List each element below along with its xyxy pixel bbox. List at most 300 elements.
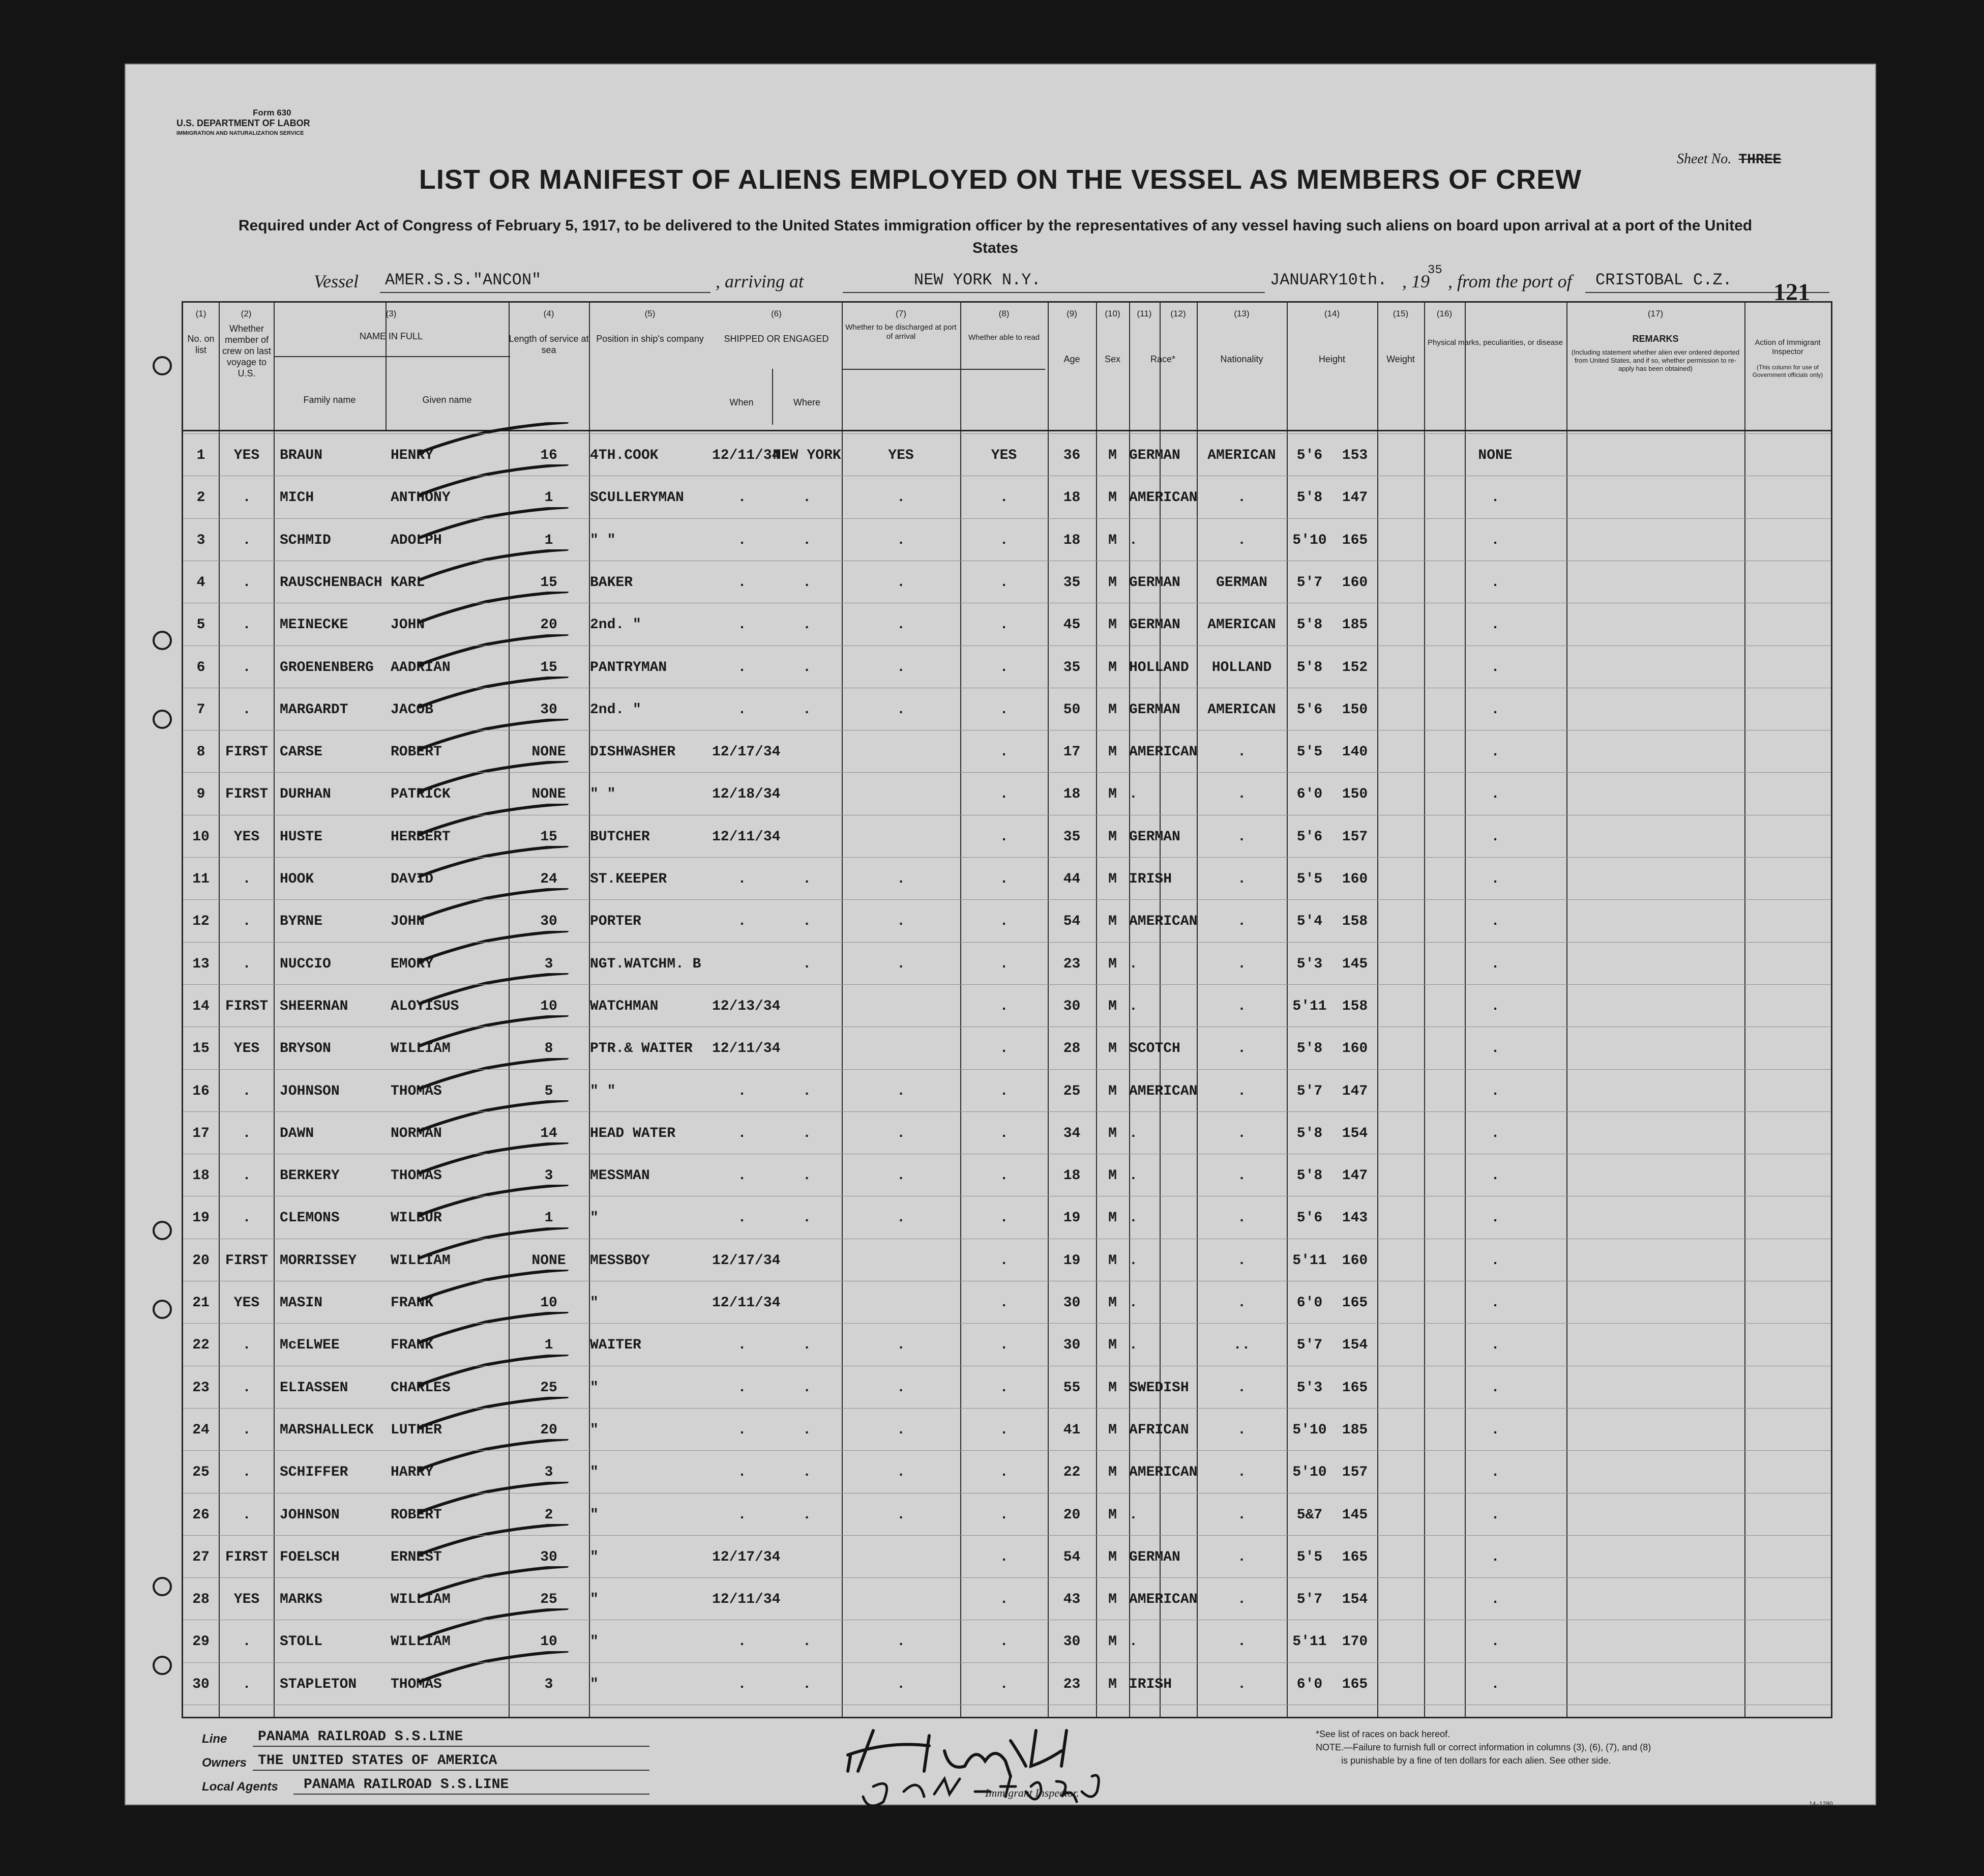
service-length-cell: 15 (540, 574, 557, 591)
ship-position-cell: BAKER (590, 574, 633, 591)
manifest-title: LIST OR MANIFEST OF ALIENS EMPLOYED ON THE VESSEL AS MEMBERS OF CREW (419, 164, 1582, 195)
col-remarks-note: (Including statement whether alien ever ordered deported from United States, and if so, whether permission to re-apply has been obtained) (1571, 348, 1740, 372)
height-cell: 5'10 (1292, 1422, 1327, 1438)
line-label: Line (202, 1732, 227, 1746)
nationality-cell: . (1237, 829, 1246, 845)
physical-marks-cell: . (1491, 1041, 1500, 1057)
shipped-where-cell: . (803, 1210, 811, 1226)
age-cell: 45 (1063, 617, 1081, 633)
tally-check-mark (414, 422, 572, 458)
tally-check-mark (414, 804, 572, 839)
given-name-cell: JOHN (391, 914, 425, 930)
crew-status-cell: . (242, 1676, 251, 1692)
vessel-line (314, 263, 1840, 301)
shipped-when-cell: . (737, 532, 747, 548)
col-8-number: (8) (998, 309, 1010, 318)
given-name-cell: ROBERT (391, 1507, 442, 1523)
weight-cell: 153 (1342, 448, 1368, 463)
shipped-when-cell: . (737, 1380, 747, 1396)
crew-status-cell: . (242, 617, 251, 633)
tally-check-mark (414, 761, 572, 797)
shipped-where-cell: . (803, 659, 811, 676)
able-to-read-cell: . (999, 1210, 1009, 1226)
sex-cell: M (1108, 871, 1117, 887)
ship-position-cell: SCULLERYMAN (590, 490, 684, 506)
crew-status-cell: YES (233, 1041, 260, 1057)
able-to-read-cell: . (999, 956, 1009, 972)
service-length-cell: 16 (540, 448, 557, 463)
race-cell: AMERICAN (1129, 1464, 1198, 1481)
discharged-cell: . (897, 1464, 905, 1481)
race-cell: IRISH (1129, 871, 1172, 887)
physical-marks-cell: . (1491, 1507, 1500, 1523)
height-cell: 5'7 (1296, 1337, 1323, 1354)
age-cell: 30 (1063, 1337, 1081, 1354)
physical-marks-cell: . (1491, 1676, 1500, 1692)
weight-cell: 147 (1342, 1083, 1368, 1099)
weight-cell: 140 (1342, 744, 1368, 760)
physical-marks-cell: . (1491, 1210, 1500, 1226)
discharged-cell: . (897, 1337, 905, 1354)
row-number-cell: 21 (192, 1295, 210, 1311)
sex-cell: M (1108, 1252, 1117, 1269)
shipped-when-cell: . (737, 1210, 747, 1226)
given-name-cell: FRANK (391, 1337, 434, 1354)
col-when-label: When (729, 397, 754, 407)
manifest-subtitle: Required under Act of Congress of February 5, 1917, to be delivered to the United States immigration officer by the representatives of any vessel having such aliens on board upon arrival at a port of the United States (238, 217, 1753, 256)
service-length-cell: 10 (540, 1295, 557, 1311)
physical-marks-cell: . (1491, 1464, 1500, 1481)
shipped-when-cell: 12/13/34 (712, 998, 781, 1014)
ship-position-cell: WATCHMAN (590, 998, 659, 1014)
discharged-cell: . (897, 956, 905, 972)
nationality-cell: . (1237, 914, 1246, 930)
service-length-cell: 20 (540, 1422, 557, 1438)
shipped-where-cell: . (803, 1125, 811, 1141)
weight-cell: 145 (1342, 956, 1368, 972)
col-6-number: (6) (771, 309, 782, 318)
tally-check-mark (414, 1058, 572, 1094)
shipped-when-cell: . (737, 1507, 747, 1523)
shipped-when-cell: . (737, 1168, 747, 1184)
form-number: Form 630 (253, 108, 291, 118)
discharged-cell: . (897, 574, 905, 591)
family-name-cell: SHEERNAN (280, 998, 348, 1014)
physical-marks-cell: . (1491, 1083, 1500, 1099)
binder-hole (153, 356, 172, 375)
ship-position-cell: MESSBOY (590, 1252, 650, 1269)
tally-check-mark (414, 931, 572, 966)
shipped-when-cell: . (737, 1422, 747, 1438)
tally-check-mark (414, 1100, 572, 1136)
age-cell: 30 (1063, 998, 1081, 1014)
discharged-cell: . (897, 1210, 905, 1226)
tally-check-mark (414, 719, 572, 754)
service-length-cell: 15 (540, 659, 557, 676)
shipped-where-cell: . (803, 914, 811, 930)
row-number-cell: 23 (192, 1380, 210, 1396)
row-number-cell: 12 (192, 914, 210, 930)
age-cell: 17 (1063, 744, 1081, 760)
race-cell: . (1129, 1634, 1138, 1650)
physical-marks-cell: . (1491, 617, 1500, 633)
able-to-read-cell: . (999, 1295, 1009, 1311)
physical-marks-cell: . (1491, 701, 1500, 718)
sex-cell: M (1108, 914, 1117, 930)
crew-status-cell: . (242, 1125, 251, 1141)
able-to-read-cell: . (999, 1041, 1009, 1057)
family-name-cell: MARGARDT (280, 701, 348, 718)
shipped-where-cell: . (803, 532, 811, 548)
from-label: , from the port of (1448, 271, 1572, 291)
race-cell: SWEDISH (1129, 1380, 1189, 1396)
physical-marks-cell: . (1491, 1592, 1500, 1608)
binder-hole (153, 1656, 172, 1675)
physical-marks-cell: . (1491, 744, 1500, 760)
age-cell: 30 (1063, 1295, 1081, 1311)
row-number-cell: 7 (196, 701, 205, 718)
col-position-label: Position in ship's company (596, 334, 704, 344)
able-to-read-cell: . (999, 1422, 1009, 1438)
row-number-cell: 4 (196, 574, 205, 591)
nationality-cell: . (1237, 998, 1246, 1014)
given-name-cell: WILLIAM (391, 1252, 451, 1269)
shipped-when-cell: . (737, 490, 747, 506)
tally-check-mark (414, 1439, 572, 1475)
able-to-read-cell: . (999, 786, 1009, 803)
nationality-cell: . (1237, 956, 1246, 972)
physical-marks-cell: . (1491, 1295, 1500, 1311)
col-crew-label: Whether member of crew on last voyage to U.S. (222, 324, 272, 378)
row-number-cell: 20 (192, 1252, 210, 1269)
service-length-cell: 1 (544, 532, 553, 548)
family-name-cell: JOHNSON (280, 1083, 340, 1099)
height-cell: 5'7 (1296, 1592, 1323, 1608)
crew-status-cell: . (242, 1380, 251, 1396)
shipped-where-cell: . (803, 1337, 811, 1354)
tally-check-mark (414, 1608, 572, 1644)
family-name-cell: SCHMID (280, 532, 331, 548)
sex-cell: M (1108, 1168, 1117, 1184)
race-cell: AMERICAN (1129, 914, 1198, 930)
col-16-number: (16) (1436, 309, 1453, 318)
age-cell: 54 (1063, 1549, 1081, 1565)
age-cell: 41 (1063, 1422, 1081, 1438)
age-cell: 19 (1063, 1252, 1081, 1269)
shipped-when-cell: . (737, 1464, 747, 1481)
shipped-when-cell: 12/11/34 (712, 1592, 781, 1608)
weight-cell: 160 (1342, 574, 1368, 591)
given-name-cell: LUTHER (391, 1422, 442, 1438)
age-cell: 34 (1063, 1125, 1081, 1141)
race-cell: GERMAN (1129, 829, 1180, 845)
col-15-number: (15) (1393, 309, 1409, 318)
sex-cell: M (1108, 1464, 1117, 1481)
col-7-number: (7) (896, 309, 906, 318)
family-name-cell: BERKERY (280, 1168, 340, 1184)
able-to-read-cell: . (999, 1634, 1009, 1650)
able-to-read-cell: . (999, 1592, 1009, 1608)
height-cell: 5&7 (1296, 1507, 1323, 1523)
row-number-cell: 22 (192, 1337, 210, 1354)
crew-status-cell: . (242, 871, 251, 887)
weight-cell: 165 (1342, 1549, 1368, 1565)
crew-status-cell: YES (233, 1592, 260, 1608)
ship-position-cell: PANTRYMAN (590, 659, 667, 676)
sheet-number-value: THREE (1738, 152, 1782, 168)
family-name-cell: JOHNSON (280, 1507, 340, 1523)
vessel-name: AMER.S.S."ANCON" (385, 271, 542, 289)
row-number-cell: 28 (192, 1592, 210, 1608)
nationality-cell: HOLLAND (1211, 659, 1272, 676)
age-cell: 43 (1063, 1592, 1081, 1608)
family-name-cell: STAPLETON (280, 1676, 357, 1692)
race-cell: . (1129, 998, 1138, 1014)
service-length-cell: 3 (544, 1676, 553, 1692)
ship-position-cell: PTR.& WAITER (590, 1041, 693, 1057)
weight-cell: 160 (1342, 1041, 1368, 1057)
ship-position-cell: " (590, 1422, 599, 1438)
weight-cell: 160 (1342, 1252, 1368, 1269)
race-cell: . (1129, 1295, 1138, 1311)
height-cell: 5'10 (1292, 1464, 1327, 1481)
family-name-cell: CARSE (280, 744, 323, 760)
binder-hole (153, 1577, 172, 1596)
col-action-label: Action of Immigrant Inspector (1755, 338, 1821, 356)
nationality-cell: AMERICAN (1207, 617, 1276, 633)
race-cell: AMERICAN (1129, 490, 1198, 506)
tally-check-mark (414, 1312, 572, 1347)
row-number-cell: 25 (192, 1464, 210, 1481)
physical-marks-cell: . (1491, 532, 1500, 548)
nationality-cell: . (1237, 1210, 1246, 1226)
crew-status-cell: . (242, 1337, 251, 1354)
weight-cell: 185 (1342, 617, 1368, 633)
service-length-cell: 25 (540, 1592, 557, 1608)
physical-marks-cell: . (1491, 956, 1500, 972)
col-family-label: Family name (303, 395, 356, 405)
physical-marks-cell: . (1491, 1168, 1500, 1184)
able-to-read-cell: . (999, 871, 1009, 887)
height-cell: 5'11 (1292, 1634, 1327, 1650)
height-cell: 5'6 (1296, 829, 1323, 845)
height-cell: 6'0 (1296, 1676, 1323, 1692)
family-name-cell: RAUSCHENBACH (280, 574, 382, 591)
crew-status-cell: . (242, 1422, 251, 1438)
crew-status-cell: . (242, 1168, 251, 1184)
nationality-cell: . (1237, 1592, 1246, 1608)
weight-cell: 150 (1342, 786, 1368, 803)
ship-position-cell: " (590, 1676, 599, 1692)
weight-cell: 165 (1342, 532, 1368, 548)
sex-cell: M (1108, 1295, 1117, 1311)
shipped-where-cell: . (803, 490, 811, 506)
shipped-where-cell: . (803, 1380, 811, 1396)
inspector-label: Immigrant Inspector. (985, 1786, 1079, 1799)
ship-position-cell: " (590, 1507, 599, 1523)
race-cell: . (1129, 786, 1138, 803)
shipped-when-cell: . (737, 871, 747, 887)
service-length-cell: NONE (531, 786, 566, 803)
shipped-where-cell: . (803, 1083, 811, 1099)
height-cell: 5'6 (1296, 701, 1323, 718)
tally-check-mark (414, 634, 572, 670)
ship-position-cell: HEAD WATER (590, 1125, 676, 1141)
row-number-cell: 27 (192, 1549, 210, 1565)
crew-status-cell: . (242, 659, 251, 676)
crew-status-cell: FIRST (225, 1252, 268, 1269)
ship-position-cell: PORTER (590, 914, 641, 930)
year-prefix: , 19 (1402, 271, 1430, 291)
given-name-cell: KARL (391, 574, 425, 591)
family-name-cell: CLEMONS (280, 1210, 340, 1226)
service-length-cell: NONE (531, 744, 566, 760)
nationality-cell: . (1237, 1295, 1246, 1311)
shipped-where-cell: . (803, 701, 811, 718)
row-number-cell: 10 (192, 829, 210, 845)
col-nationality-label: Nationality (1220, 354, 1263, 364)
age-cell: 20 (1063, 1507, 1081, 1523)
shipped-when-cell: 12/17/34 (712, 1549, 781, 1565)
tally-check-mark (414, 1142, 572, 1178)
able-to-read-cell: . (999, 532, 1009, 548)
physical-marks-cell: . (1491, 490, 1500, 506)
service-length-cell: 20 (540, 617, 557, 633)
shipped-when-cell: 12/18/34 (712, 786, 781, 803)
row-number-cell: 24 (192, 1422, 210, 1438)
height-cell: 5'8 (1296, 490, 1323, 506)
weight-cell: 152 (1342, 659, 1368, 676)
manifest-sheet (125, 64, 1876, 1805)
footnote-penalty-2: is punishable by a fine of ten dollars for each alien. See other side. (1341, 1755, 1611, 1766)
given-name-cell: ALOYISUS (391, 998, 459, 1014)
family-name-cell: STOLL (280, 1634, 323, 1650)
shipped-where-cell: . (803, 574, 811, 591)
crew-status-cell: . (242, 1507, 251, 1523)
sex-cell: M (1108, 532, 1117, 548)
nationality-cell: . (1237, 744, 1246, 760)
race-cell: AFRICAN (1129, 1422, 1189, 1438)
binder-hole (153, 1300, 172, 1319)
tally-check-mark (414, 1651, 572, 1687)
tally-check-mark (414, 1355, 572, 1390)
shipped-where-cell: . (803, 871, 811, 887)
row-number-cell: 3 (196, 532, 205, 548)
row-number-cell: 2 (196, 490, 205, 506)
vessel-label: Vessel (314, 271, 359, 291)
ship-position-cell: WAITER (590, 1337, 641, 1354)
col-13-number: (13) (1234, 309, 1250, 318)
col-14-number: (14) (1324, 309, 1340, 318)
sex-cell: M (1108, 448, 1117, 463)
weight-cell: 157 (1342, 1464, 1368, 1481)
crew-status-cell: . (242, 914, 251, 930)
able-to-read-cell: . (999, 1168, 1009, 1184)
col-action-note: (This column for use of Government officials only) (1752, 364, 1823, 378)
weight-cell: 150 (1342, 701, 1368, 718)
race-cell: GERMAN (1129, 574, 1180, 591)
race-cell: . (1129, 1507, 1138, 1523)
weight-cell: 154 (1342, 1592, 1368, 1608)
height-cell: 5'3 (1296, 956, 1323, 972)
height-cell: 6'0 (1296, 786, 1323, 803)
col-17-number: (17) (1647, 309, 1664, 318)
physical-marks-cell: . (1491, 871, 1500, 887)
given-name-cell: ERNEST (391, 1549, 442, 1565)
crew-status-cell: FIRST (225, 1549, 268, 1565)
nationality-cell: . (1237, 786, 1246, 803)
able-to-read-cell: . (999, 829, 1009, 845)
crew-status-cell: FIRST (225, 998, 268, 1014)
sex-cell: M (1108, 1041, 1117, 1057)
weight-cell: 165 (1342, 1295, 1368, 1311)
nationality-cell: . (1237, 532, 1246, 548)
tally-check-mark (414, 846, 572, 882)
sex-cell: M (1108, 1592, 1117, 1608)
family-name-cell: HUSTE (280, 829, 323, 845)
nationality-cell: . (1237, 1422, 1246, 1438)
age-cell: 35 (1063, 659, 1081, 676)
crew-status-cell: . (242, 1464, 251, 1481)
sex-cell: M (1108, 1507, 1117, 1523)
race-cell: . (1129, 1252, 1138, 1269)
discharged-cell: . (897, 914, 905, 930)
able-to-read-cell: . (999, 1337, 1009, 1354)
tally-check-mark (414, 549, 572, 585)
tally-check-mark (414, 973, 572, 1009)
tally-check-mark (414, 1397, 572, 1432)
shipped-when-cell: 12/11/34 (712, 1041, 781, 1057)
family-name-cell: MORRISSEY (280, 1252, 357, 1269)
nationality-cell: .. (1233, 1337, 1251, 1354)
family-name-cell: MEINECKE (280, 617, 348, 633)
row-number-cell: 1 (196, 448, 205, 463)
ship-position-cell: " " (590, 786, 616, 803)
arriving-port: NEW YORK N.Y. (914, 271, 1041, 289)
from-port: CRISTOBAL C.Z. (1595, 271, 1732, 289)
weight-cell: 154 (1342, 1125, 1368, 1141)
given-name-cell: WILLIAM (391, 1592, 451, 1608)
row-number-cell: 14 (192, 998, 210, 1014)
height-cell: 5'8 (1296, 1041, 1323, 1057)
shipped-where-cell: . (803, 1676, 811, 1692)
physical-marks-cell: . (1491, 786, 1500, 803)
weight-cell: 147 (1342, 490, 1368, 506)
weight-cell: 154 (1342, 1337, 1368, 1354)
discharged-cell: . (897, 1083, 905, 1099)
shipped-when-cell: . (737, 914, 747, 930)
service-length-cell: 5 (544, 1083, 553, 1099)
height-cell: 5'4 (1296, 914, 1323, 930)
tally-check-mark (414, 1015, 572, 1051)
shipped-when-cell: 12/17/34 (712, 744, 781, 760)
able-to-read-cell: . (999, 744, 1009, 760)
shipped-where-cell: . (803, 1507, 811, 1523)
discharged-cell: . (897, 659, 905, 676)
given-name-cell: EMORY (391, 956, 434, 972)
nationality-cell: . (1237, 1252, 1246, 1269)
col-11-number: (11) (1137, 309, 1152, 318)
agents-value: PANAMA RAILROAD S.S.LINE (304, 1777, 509, 1793)
col-discharge-label: Whether to be discharged at port of arrival (845, 323, 957, 341)
crew-status-cell: . (242, 1083, 251, 1099)
col-height-label: Height (1318, 354, 1346, 364)
nationality-cell: . (1237, 1380, 1246, 1396)
nationality-cell: . (1237, 1083, 1246, 1099)
age-cell: 36 (1063, 448, 1081, 463)
age-cell: 28 (1063, 1041, 1081, 1057)
age-cell: 44 (1063, 871, 1081, 887)
